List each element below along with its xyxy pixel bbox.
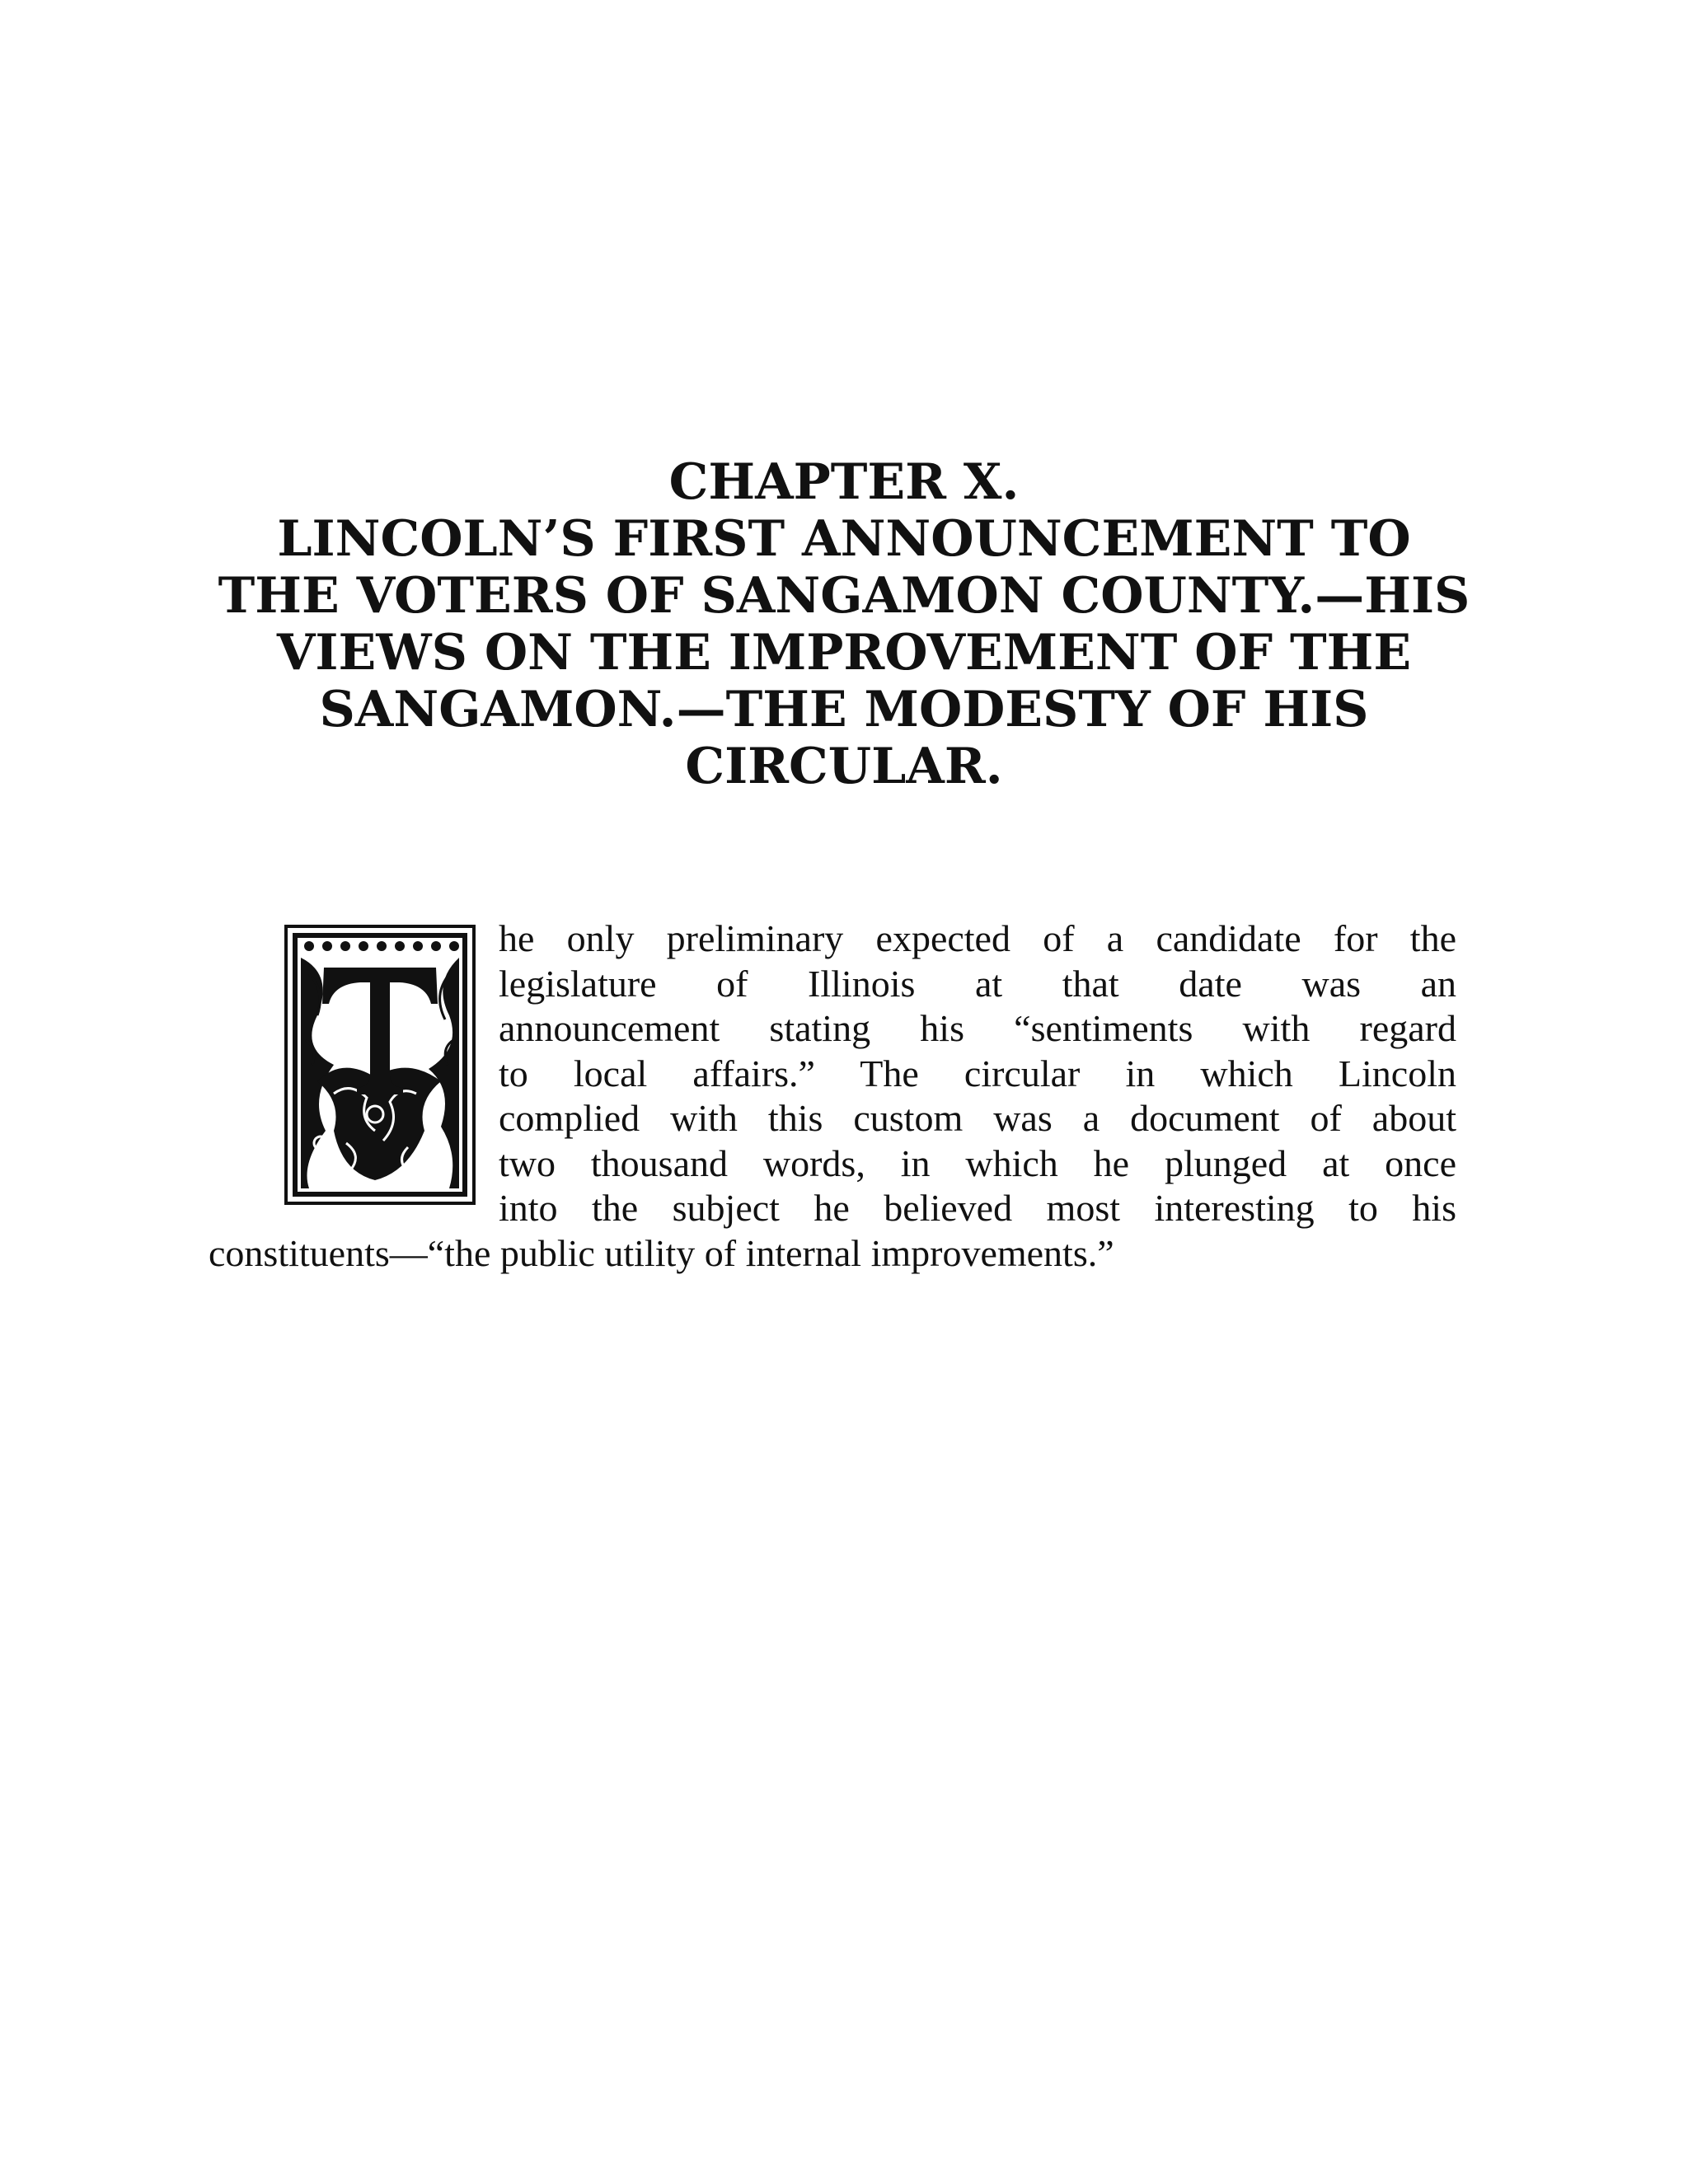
paragraph-line: complied with this custom was a document of about bbox=[499, 1097, 1456, 1139]
chapter-heading bbox=[198, 453, 1490, 799]
ornamental-initial-icon bbox=[284, 925, 476, 1205]
paragraph-line: to local affairs.” The circular in which Lincoln bbox=[499, 1052, 1456, 1094]
paragraph-line: constituents—“the public utility of internal improvements.” bbox=[209, 1231, 1114, 1274]
chapter-title-line: SANGAMON.—THE MODESTY OF HIS bbox=[319, 681, 1369, 738]
chapter-title-line: LINCOLN’S FIRST ANNOUNCEMENT TO bbox=[277, 510, 1411, 568]
chapter-title-line: CIRCULAR. bbox=[685, 738, 1003, 795]
paragraph-line: legislature of Illinois at that date was an bbox=[499, 962, 1456, 1005]
chapter-title-line: VIEWS ON THE IMPROVEMENT OF THE bbox=[276, 624, 1412, 682]
opening-paragraph bbox=[209, 916, 1456, 1276]
chapter-number: CHAPTER X. bbox=[668, 453, 1020, 511]
paragraph-line: announcement stating his “sentiments with regard bbox=[499, 1007, 1456, 1049]
chapter-title-line: THE VOTERS OF SANGAMON COUNTY.—HIS bbox=[218, 567, 1470, 625]
paragraph-line: two thousand words, in which he plunged at once bbox=[499, 1141, 1456, 1184]
paragraph-line: into the subject he believed most interesting to his bbox=[499, 1187, 1456, 1229]
paragraph-line: he only preliminary expected of a candidate for the bbox=[499, 917, 1456, 959]
